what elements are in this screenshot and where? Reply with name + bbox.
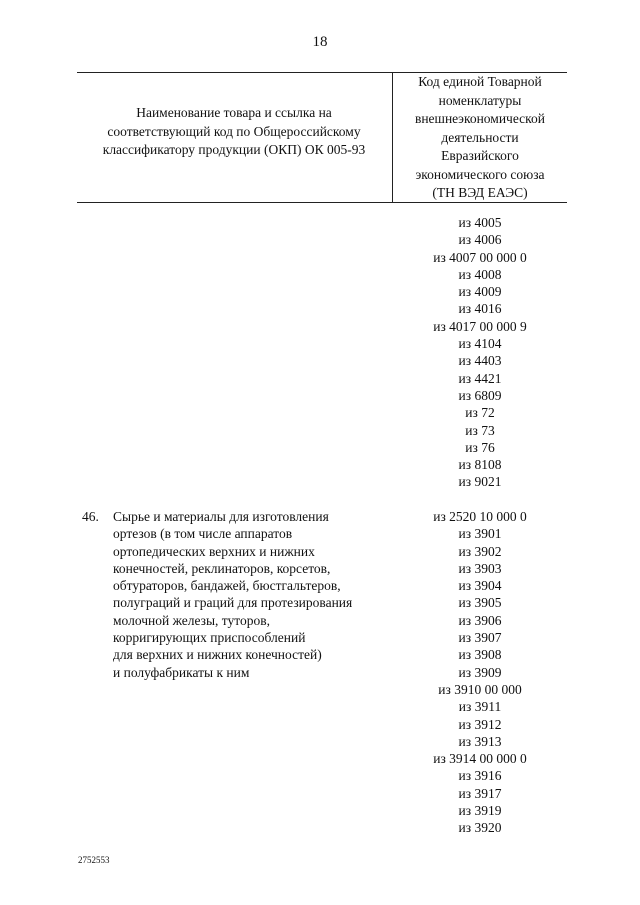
code-entry: из 4006 bbox=[458, 232, 502, 248]
code-entry: из 3917 bbox=[458, 785, 502, 801]
code-entry: из 3903 bbox=[458, 560, 502, 576]
code-entry: из 3906 bbox=[458, 612, 502, 628]
item-name-line: для верхних и нижних конечностей) bbox=[113, 647, 322, 663]
code-entry: из 3910 00 000 bbox=[438, 681, 522, 697]
code-entry: из 3919 bbox=[458, 803, 502, 819]
code-entry: из 2520 10 000 0 bbox=[433, 509, 527, 524]
code-entry: из 76 bbox=[465, 439, 495, 455]
header-column-divider bbox=[392, 72, 393, 203]
header-product-name-line: классификатору продукции (ОКП) ОК 005-93 bbox=[102, 142, 366, 157]
item-name-line: полуграций и граций для протезирования bbox=[113, 595, 353, 611]
item-name-line: и полуфабрикаты к ним bbox=[113, 664, 250, 680]
header-tnved-line: Код единой Товарной bbox=[418, 74, 542, 89]
code-entry: из 3905 bbox=[458, 595, 502, 611]
code-entry: из 3907 bbox=[458, 630, 502, 646]
header-product-name-line: соответствующий код по Общероссийскому bbox=[107, 123, 361, 139]
code-entry: из 3914 00 000 0 bbox=[433, 751, 527, 767]
header-product-name-line: Наименование товара и ссылка на bbox=[136, 105, 332, 120]
item-name bbox=[113, 508, 403, 681]
page-number: 18 bbox=[312, 34, 328, 50]
code-entry: из 3912 bbox=[458, 716, 502, 732]
code-entry: из 9021 bbox=[458, 474, 502, 490]
header-tnved-line: номенклатуры bbox=[438, 92, 522, 108]
code-entry: из 3901 bbox=[458, 526, 502, 542]
code-entry: из 4104 bbox=[458, 336, 502, 352]
header-tnved-line: (ТН ВЭД ЕАЭС) bbox=[432, 185, 528, 200]
continued-code-list bbox=[400, 214, 560, 491]
code-entry: из 4403 bbox=[458, 353, 502, 369]
code-entry: из 8108 bbox=[458, 457, 502, 473]
code-entry: из 4017 00 000 9 bbox=[433, 318, 527, 334]
code-entry: из 3913 bbox=[458, 733, 502, 749]
code-entry: из 4005 bbox=[458, 215, 502, 230]
code-entry: из 73 bbox=[465, 422, 495, 438]
header-tnved-line: экономического союза bbox=[415, 166, 545, 182]
code-entry: из 3920 bbox=[458, 820, 502, 836]
item-name-line: конечностей, реклинаторов, корсетов, bbox=[113, 560, 331, 576]
code-entry: из 3902 bbox=[458, 543, 502, 559]
item-name-line: корригирующих приспособлений bbox=[113, 630, 306, 646]
code-entry: из 3908 bbox=[458, 647, 502, 663]
code-entry: из 3911 bbox=[458, 699, 502, 715]
document-id: 2752553 bbox=[78, 855, 110, 865]
code-entry: из 4008 bbox=[458, 266, 502, 282]
code-entry: из 4016 bbox=[458, 301, 502, 317]
code-entry: из 4421 bbox=[458, 370, 502, 386]
code-entry: из 4009 bbox=[458, 284, 502, 300]
code-entry: из 3904 bbox=[458, 578, 502, 594]
item-name-line: молочной железы, туторов, bbox=[113, 612, 270, 628]
code-entry: из 3909 bbox=[458, 664, 502, 680]
item-name-line: обтураторов, бандажей, бюстгальтеров, bbox=[113, 578, 341, 594]
item-name-line: ортезов (в том числе аппаратов bbox=[113, 526, 293, 542]
code-entry: из 4007 00 000 0 bbox=[433, 249, 527, 265]
header-tnved-line: внешнеэкономической bbox=[414, 111, 546, 126]
code-entry: из 3916 bbox=[458, 768, 502, 784]
item-name-line: ортопедических верхних и нижних bbox=[113, 543, 315, 559]
header-tnved-line: деятельности bbox=[441, 129, 519, 145]
header-product-name bbox=[80, 104, 388, 160]
header-tnved-line: Евразийского bbox=[441, 148, 519, 163]
code-entry: из 72 bbox=[465, 405, 495, 421]
code-entry: из 6809 bbox=[458, 387, 502, 403]
header-tnved-code bbox=[395, 73, 565, 203]
item-name-line: Сырье и материалы для изготовления bbox=[113, 509, 329, 524]
item-code-list bbox=[400, 508, 560, 837]
item-number: 46. bbox=[82, 509, 99, 524]
